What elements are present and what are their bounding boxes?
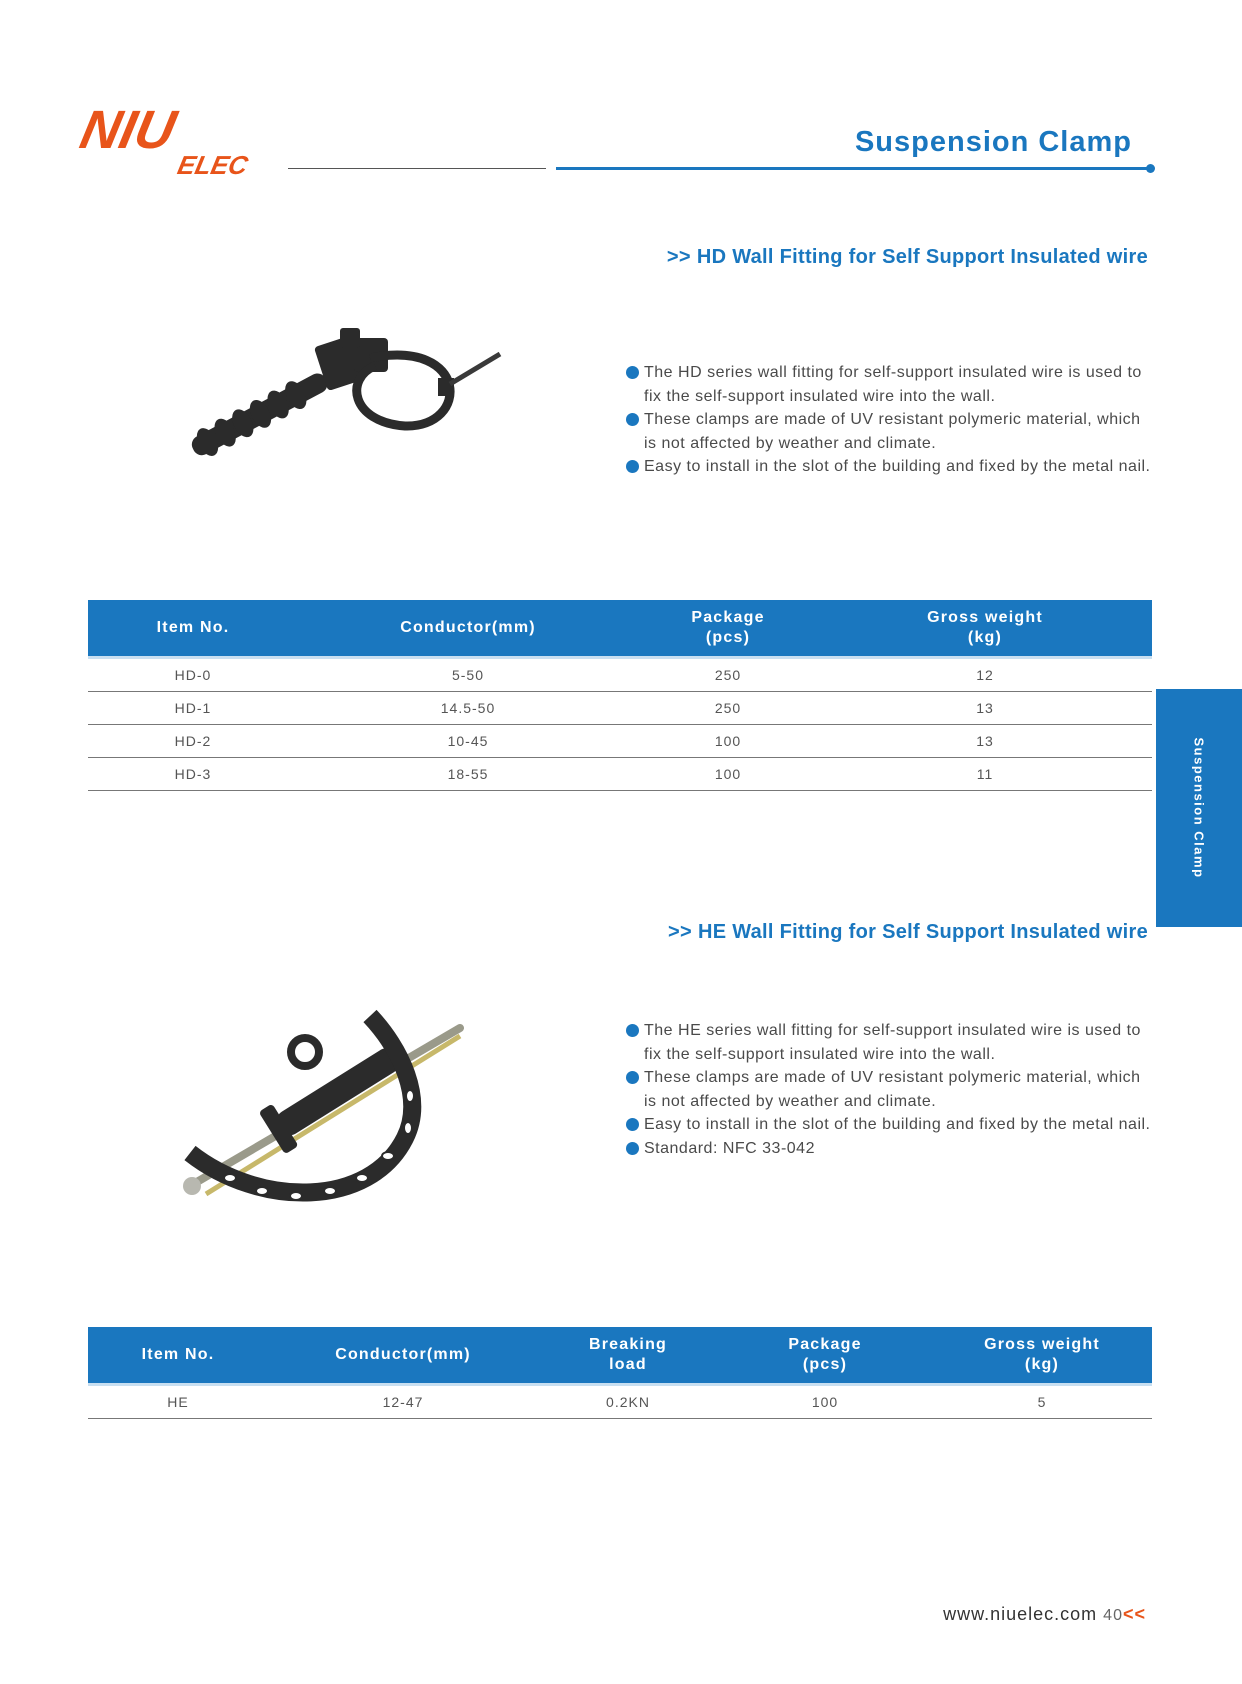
feature-item: The HE series wall fitting for self-support insulated wire is used to fix the self-support insulated wire into the wall. xyxy=(626,1019,1156,1066)
side-tab-label: Suspension Clamp xyxy=(1191,737,1207,879)
bullet-icon xyxy=(626,1142,639,1155)
cell: 12 xyxy=(818,658,1152,692)
he-wall-fitting-image xyxy=(170,988,490,1228)
cell: 100 xyxy=(718,1385,932,1419)
section-arrows: >> xyxy=(666,246,691,268)
page-number: 40 xyxy=(1103,1607,1123,1624)
bullet-icon xyxy=(626,460,639,473)
cell: 14.5-50 xyxy=(298,692,638,725)
col-header-conductor: Conductor(mm) xyxy=(298,600,638,658)
feature-item: Easy to install in the slot of the building and fixed by the metal nail. xyxy=(626,455,1156,479)
cell: 5-50 xyxy=(298,658,638,692)
cell: 11 xyxy=(818,758,1152,791)
footer-arrows: << xyxy=(1122,1604,1146,1624)
cell: HD-0 xyxy=(88,658,298,692)
table-row xyxy=(88,1385,1152,1419)
table-row xyxy=(88,658,1152,692)
cell: HD-1 xyxy=(88,692,298,725)
col-header-conductor: Conductor(mm) xyxy=(268,1327,538,1385)
bullet-icon xyxy=(626,366,639,379)
cell: HD-2 xyxy=(88,725,298,758)
header-divider-blue xyxy=(556,167,1152,170)
cell: 100 xyxy=(638,725,818,758)
cell: 18-55 xyxy=(298,758,638,791)
col-header-item-no: Item No. xyxy=(88,600,298,658)
side-tab-suspension-clamp[interactable] xyxy=(1156,689,1242,927)
cell: 100 xyxy=(638,758,818,791)
table-row xyxy=(88,758,1152,791)
col-header-gross-weight: Gross weight (kg) xyxy=(932,1327,1152,1385)
feature-list-hd xyxy=(626,361,1156,479)
cell: 250 xyxy=(638,692,818,725)
cell: 12-47 xyxy=(268,1385,538,1419)
header-divider-dot xyxy=(1146,164,1155,173)
bullet-icon xyxy=(626,1024,639,1037)
feature-item: These clamps are made of UV resistant polymeric material, which is not affected by weather and climate. xyxy=(626,408,1156,455)
cell: 10-45 xyxy=(298,725,638,758)
logo-main-text: NIU xyxy=(75,99,182,160)
cell: HE xyxy=(88,1385,268,1419)
col-header-item-no: Item No. xyxy=(88,1327,268,1385)
section-arrows: >> xyxy=(667,921,692,943)
col-header-gross-weight: Gross weight (kg) xyxy=(818,600,1152,658)
section-title-hd xyxy=(667,246,1148,269)
section-title-text: HD Wall Fitting for Self Support Insulated wire xyxy=(696,246,1148,268)
section-title-text: HE Wall Fitting for Self Support Insulated wire xyxy=(697,921,1148,943)
logo-sub-text: ELEC xyxy=(175,150,251,180)
cell: 13 xyxy=(818,725,1152,758)
section-title-he xyxy=(668,921,1148,944)
feature-item: These clamps are made of UV resistant polymeric material, which is not affected by weather and climate. xyxy=(626,1066,1156,1113)
bullet-icon xyxy=(626,413,639,426)
table-row xyxy=(88,692,1152,725)
cell: 13 xyxy=(818,692,1152,725)
cell: 0.2KN xyxy=(538,1385,718,1419)
feature-list-he xyxy=(626,1019,1156,1160)
col-header-package: Package (pcs) xyxy=(638,600,818,658)
hd-wall-fitting-image xyxy=(170,318,510,488)
cell: 250 xyxy=(638,658,818,692)
cell: HD-3 xyxy=(88,758,298,791)
feature-item: Easy to install in the slot of the building and fixed by the metal nail. xyxy=(626,1113,1156,1137)
footer-website[interactable]: www.niuelec.com xyxy=(943,1604,1098,1624)
table-header-row xyxy=(88,600,1152,658)
bullet-icon xyxy=(626,1118,639,1131)
spec-table-hd xyxy=(88,600,1152,791)
page-title: Suspension Clamp xyxy=(854,126,1132,158)
col-header-package: Package (pcs) xyxy=(718,1327,932,1385)
feature-item: The HD series wall fitting for self-support insulated wire is used to fix the self-support insulated wire into the wall. xyxy=(626,361,1156,408)
cell: 5 xyxy=(932,1385,1152,1419)
bullet-icon xyxy=(626,1071,639,1084)
header-divider-gray xyxy=(288,168,546,169)
feature-item: Standard: NFC 33-042 xyxy=(626,1137,1156,1161)
footer xyxy=(943,1604,1146,1625)
table-header-row xyxy=(88,1327,1152,1385)
col-header-breaking-load: Breaking load xyxy=(538,1327,718,1385)
table-row xyxy=(88,725,1152,758)
niu-elec-logo xyxy=(75,99,288,180)
spec-table-he xyxy=(88,1327,1152,1419)
